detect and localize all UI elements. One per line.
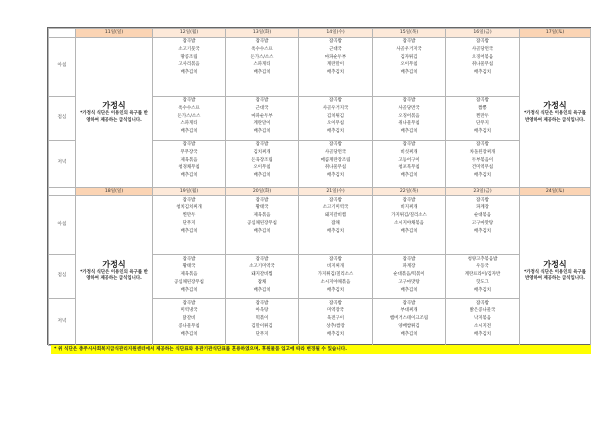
date-header: 13일(화)	[226, 29, 299, 38]
menu-item: 잡곡밥	[182, 256, 196, 262]
menu-item: 낙지볶음	[474, 316, 491, 322]
menu-item: 돈육장조림	[251, 157, 273, 163]
menu-item: 배추김치	[474, 331, 491, 337]
date-header: 19일(월)	[153, 187, 226, 196]
menu-cell	[373, 255, 446, 299]
menu-item: 밝은콩나물국	[469, 308, 496, 314]
menu-item: 스파게티	[180, 121, 198, 127]
menu-item: 양배쌈튀김	[398, 324, 420, 330]
menu-item: 미역냉국	[180, 308, 198, 314]
footnote: * 위 식단은 충주시사회복지급식관리지원센터에서 제공하는 식단표와 유관기관식단표를 혼용하였으며, 후원물품 입고에 따라 변경될 수 있습니다.	[51, 345, 591, 354]
menu-item: 근대국	[255, 105, 269, 111]
menu-cell	[226, 299, 299, 346]
menu-item: 배추김치	[400, 331, 418, 337]
menu-item: 가지튀김/칠리소스	[391, 213, 427, 219]
menu-item: 배추김치	[474, 173, 491, 179]
menu-item: 오이무침	[400, 62, 418, 68]
menu-item: 청치김치찌개	[176, 205, 202, 211]
date-header: 16일(금)	[446, 29, 520, 38]
menu-item: 잡곡밥	[182, 142, 196, 148]
special-menu-saturday	[520, 37, 591, 187]
menu-item: 마파순두부	[324, 54, 347, 60]
menu-item: 돈가스/소스	[177, 113, 201, 119]
menu-item: 김치튀김	[327, 113, 344, 119]
menu-item: 배추김치	[180, 287, 198, 293]
menu-item: 배추김치	[180, 228, 198, 234]
menu-item: 취나물무침	[471, 62, 494, 68]
special-title: 가정식	[102, 101, 126, 111]
date-header: 14일(수)	[299, 29, 373, 38]
menu-item: 닭갈비	[182, 316, 196, 322]
menu-item: 옥수수스프	[178, 105, 200, 111]
menu-item: 잡곡밥	[476, 142, 489, 148]
menu-item: 소시지야채볶음	[320, 280, 351, 286]
menu-item: 잡곡밥	[476, 98, 489, 104]
menu-item: 마파순두부	[251, 113, 273, 119]
menu-cell	[226, 255, 299, 299]
menu-cell	[299, 299, 373, 346]
menu-item: 짬뽕	[478, 105, 487, 111]
menu-item: 잡곡밥	[402, 39, 416, 45]
menu-item: 잡곡밥	[255, 142, 269, 148]
menu-item: 비섯찌개	[400, 149, 418, 155]
date-header: 15일(목)	[373, 29, 446, 38]
menu-cell	[299, 196, 373, 255]
menu-item: 잡곡밥	[329, 39, 342, 45]
menu-item: 공심채된장무침	[247, 221, 277, 227]
menu-item: 배추김치	[327, 70, 344, 76]
menu-item: 배추김치	[180, 129, 198, 135]
menu-item: 옥수수스프	[251, 46, 273, 52]
menu-item: 제육볶음	[180, 272, 198, 278]
week2-header-row	[49, 187, 591, 196]
menu-item: 잡곡밥	[402, 197, 416, 203]
menu-cell	[226, 37, 299, 96]
menu-cell	[299, 255, 373, 299]
menu-item: 제육볶음	[253, 213, 271, 219]
menu-item: 햄버거스테이크조림	[389, 316, 429, 322]
menu-item: 배추김치	[327, 173, 344, 179]
date-header: 17일(토)	[520, 29, 591, 38]
date-header: 18일(일)	[76, 187, 153, 196]
date-header: 12일(월)	[153, 29, 226, 38]
menu-item: 배추김치	[253, 129, 271, 135]
menu-item: 사골우거지국	[396, 46, 422, 52]
menu-item: 배추김치	[400, 173, 418, 179]
special-menu-sunday	[76, 196, 153, 346]
menu-item: 핫도그	[476, 280, 489, 286]
menu-item: 취나물무침	[398, 121, 420, 127]
menu-item: 잡곡밥	[182, 300, 196, 306]
menu-cell	[153, 37, 226, 96]
menu-item: 찐만두	[182, 213, 196, 219]
menu-cell	[299, 96, 373, 140]
menu-item: 무무장국	[180, 149, 198, 155]
menu-item: 배추김치	[474, 287, 491, 293]
menu-cell	[226, 140, 299, 187]
menu-item: 오이무침	[327, 121, 344, 127]
menu-item: 미역장국	[327, 308, 344, 314]
menu-item: 배추김치	[180, 331, 198, 337]
menu-item: 배추김치	[253, 173, 271, 179]
week1-breakfast-row	[49, 37, 591, 96]
menu-item: 계란프라이/김자반	[464, 272, 501, 278]
menu-item: 잡곡밥	[255, 39, 269, 45]
menu-item: 건미역무침	[471, 165, 494, 171]
menu-cell	[446, 140, 520, 187]
date-header: 20일(화)	[226, 187, 299, 196]
menu-item: 배추김치	[400, 129, 418, 135]
menu-item: 배추김치	[327, 287, 344, 293]
menu-item: 차돌된장찌개	[469, 149, 496, 155]
menu-item: 잡채	[331, 221, 340, 227]
menu-item: 두부볶음이	[471, 157, 494, 163]
menu-cell	[153, 96, 226, 140]
date-header: 22일(목)	[373, 187, 446, 196]
menu-item: 순대볶음	[474, 213, 491, 219]
menu-item: 잡곡밥	[255, 98, 269, 104]
menu-item: 배추김치	[474, 129, 491, 135]
menu-item: 청경채무침	[178, 165, 200, 171]
menu-item: 부대찌개	[400, 308, 418, 314]
menu-item: 배추김치	[253, 287, 271, 293]
menu-cell	[299, 140, 373, 187]
menu-item: 소고기뭇국	[178, 46, 200, 52]
week1-header-row	[49, 29, 591, 38]
menu-item: 사골우거지국	[322, 105, 349, 111]
menu-item: 사골당면국	[324, 149, 347, 155]
menu-item: 잡곡밥	[402, 300, 416, 306]
special-description: *가정식 식단은 이용인의 욕구를 반영하여 제공하는 급식입니다.	[80, 269, 148, 282]
menu-item: 계란말이	[327, 62, 344, 68]
menu-item: 잡곡밥	[402, 142, 416, 148]
corner-cell	[49, 29, 76, 38]
special-menu-sunday	[76, 37, 153, 187]
menu-item: 오이무침	[253, 165, 271, 171]
menu-item: 잡곡밥	[182, 98, 196, 104]
menu-item: 매콤계란장조림	[320, 157, 351, 163]
menu-item: 오징어볶음	[398, 113, 420, 119]
menu-cell	[153, 255, 226, 299]
menu-item: 배추김치	[327, 129, 344, 135]
menu-item: 김치찌개	[253, 149, 271, 155]
menu-sheet	[47, 27, 591, 345]
menu-item: 잡곡밥	[476, 197, 489, 203]
menu-item: 찐만두	[476, 113, 489, 119]
menu-item: 배추김치	[180, 173, 198, 179]
menu-item: 배추김치	[327, 331, 344, 337]
menu-item: 단무지	[255, 331, 269, 337]
menu-item: 소시지전	[474, 324, 491, 330]
menu-cell	[373, 37, 446, 96]
menu-item: 소고기미역국	[322, 205, 349, 211]
menu-item: 배추김치	[253, 228, 271, 234]
menu-item: 잡곡밥	[255, 300, 269, 306]
special-description: *가정식 식단은 이용인의 욕구를 반영하여 제공하는 급식입니다.	[523, 111, 587, 123]
special-description: *가정식 식단은 이용인의 욕구를 반영하여 제공하는 급식입니다.	[523, 269, 587, 282]
menu-item: 잡곡밥	[476, 300, 489, 306]
menu-cell	[226, 96, 299, 140]
menu-cell	[226, 196, 299, 255]
menu-item: 잡채	[257, 280, 267, 286]
menu-item: 청포묵무침	[398, 165, 420, 171]
menu-item: 잡곡밥	[329, 142, 342, 148]
date-header: 23일(금)	[446, 187, 520, 196]
meal-plan-table	[48, 28, 591, 346]
menu-item: 김자튀김	[400, 54, 418, 60]
menu-cell	[373, 96, 446, 140]
menu-item: 계란말이	[253, 121, 271, 127]
menu-item: 잡곡밥	[402, 98, 416, 104]
menu-item: 잡곡밥	[182, 197, 196, 203]
menu-item: 돼지갈비찜	[324, 213, 347, 219]
menu-item: 사골당면국	[398, 105, 420, 111]
special-title: 가정식	[543, 101, 567, 111]
meal-label: 저녁	[49, 299, 76, 346]
menu-item: 잡곡밥	[329, 197, 342, 203]
menu-item: 잡곡밥	[329, 98, 342, 104]
menu-item: 배추김치	[400, 228, 418, 234]
menu-item: 배추김치	[180, 70, 198, 76]
week2-breakfast-row	[49, 196, 591, 255]
meal-label: 아침	[49, 196, 76, 255]
menu-item: 돈가스/소스	[250, 54, 274, 60]
menu-item: 아욱탕	[255, 308, 269, 314]
menu-item: 사골당면국	[471, 46, 494, 52]
menu-item: 단무지	[182, 221, 196, 227]
meal-label: 저녁	[49, 140, 76, 187]
menu-item: 배추김치	[400, 287, 418, 293]
menu-cell	[373, 196, 446, 255]
menu-cell	[153, 299, 226, 346]
menu-item: 잡곡밥	[402, 256, 416, 262]
menu-item: 순대볶음/떡볶이	[393, 272, 425, 278]
menu-item: 비지찌개	[400, 205, 418, 211]
menu-item: 잡곡밥	[255, 197, 269, 203]
menu-item: 콩나물무침	[178, 324, 200, 330]
menu-cell	[373, 299, 446, 346]
menu-item: 우동국	[476, 264, 489, 270]
menu-item: 소시지야채볶음	[394, 221, 424, 227]
corner-cell	[49, 187, 76, 196]
special-description: *가정식 식단은 이용인의 욕구를 반영하여 제공하는 급식입니다.	[80, 111, 148, 123]
menu-item: 잡곡밥	[329, 300, 342, 306]
menu-cell	[446, 96, 520, 140]
menu-item: 황태국	[255, 205, 269, 211]
menu-item: 고사리볶음	[178, 62, 200, 68]
special-menu-saturday	[520, 196, 591, 346]
menu-item: 고구마맛탕	[398, 280, 420, 286]
menu-item: 배추김치	[253, 70, 271, 76]
menu-cell	[446, 299, 520, 346]
menu-item: 잡곡밥	[182, 39, 196, 45]
menu-item: 스파게티	[253, 62, 271, 68]
menu-item: 파계장	[476, 205, 489, 211]
menu-item: 배추김치	[474, 70, 491, 76]
menu-item: 고등어구이	[398, 157, 420, 163]
menu-cell	[446, 37, 520, 96]
meal-label: 점심	[49, 255, 76, 299]
menu-item: 청양고추볶음밥	[467, 256, 498, 262]
meal-plan-body	[49, 29, 591, 346]
menu-item: 배추김치	[474, 228, 491, 234]
menu-item: 떡볶이	[255, 316, 269, 322]
menu-item: 육전구이	[327, 316, 344, 322]
menu-item: 배추김치	[400, 70, 418, 76]
menu-cell	[373, 140, 446, 187]
menu-item: 오징어볶음	[471, 54, 494, 60]
menu-item: 돼지갈비찜	[251, 272, 273, 278]
menu-item: 김말이튀김	[251, 324, 273, 330]
menu-item: 황태국	[182, 264, 196, 270]
menu-item: 고구마맛탕	[471, 221, 494, 227]
menu-item: 잡곡밥	[476, 39, 489, 45]
date-header: 21일(수)	[299, 187, 373, 196]
date-header: 24일(토)	[520, 187, 591, 196]
menu-item: 잡곡밥	[255, 256, 269, 262]
special-title: 가정식	[543, 259, 567, 269]
menu-item: 파계장	[402, 264, 416, 270]
menu-item: 소고기미역국	[249, 264, 275, 270]
menu-item: 취나물무침	[324, 165, 347, 171]
menu-cell	[446, 196, 520, 255]
menu-cell	[446, 255, 520, 299]
menu-item: 제육볶음	[180, 157, 198, 163]
menu-item: 배추김치	[327, 228, 344, 234]
menu-item: 가지튀김/칠리소스	[317, 272, 354, 278]
menu-cell	[299, 37, 373, 96]
menu-item: 땅콩조림	[180, 54, 198, 60]
menu-cell	[153, 140, 226, 187]
menu-item: 단무지	[476, 121, 489, 127]
menu-item: 공심채된장무침	[174, 280, 204, 286]
menu-item: 비지찌개	[327, 264, 344, 270]
menu-item: 상추/쌈장	[326, 324, 345, 330]
meal-label: 아침	[49, 37, 76, 96]
menu-item: 근대국	[329, 46, 342, 52]
menu-item: 잡곡밥	[329, 256, 342, 262]
menu-cell	[153, 196, 226, 255]
date-header: 11일(일)	[76, 29, 153, 38]
meal-label: 점심	[49, 96, 76, 140]
special-title: 가정식	[102, 259, 126, 269]
